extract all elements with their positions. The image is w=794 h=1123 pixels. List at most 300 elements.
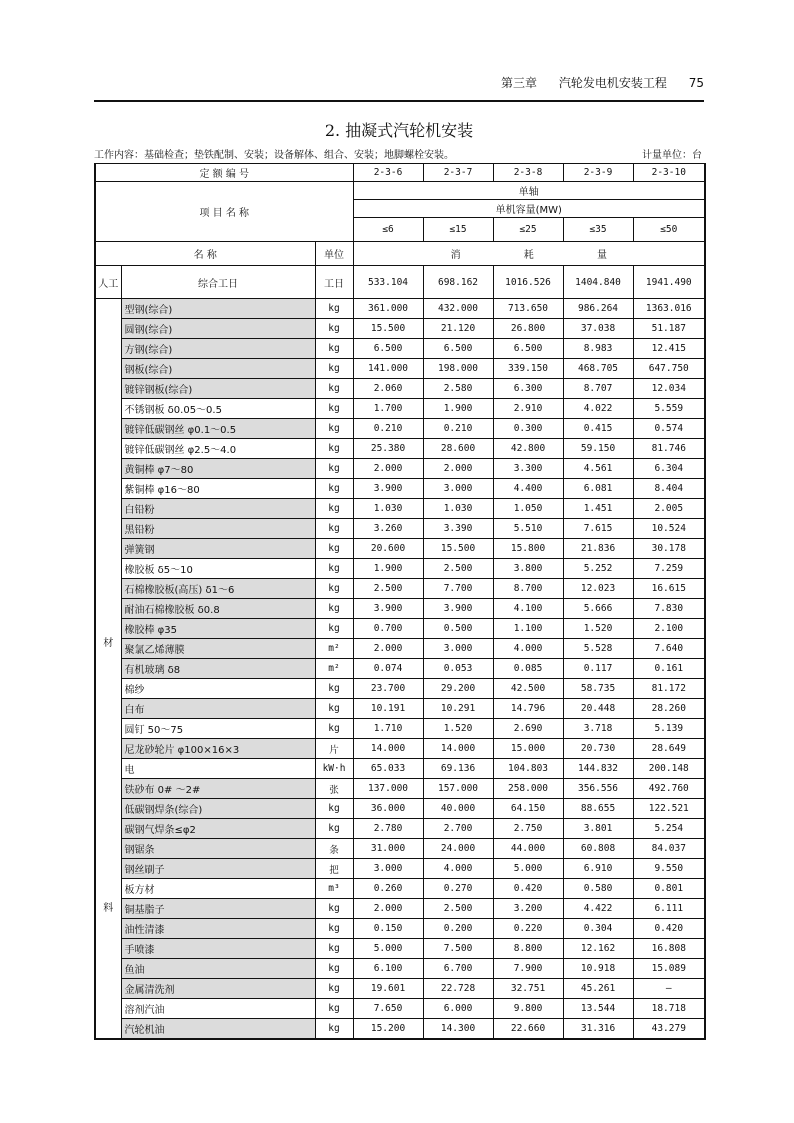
material-value: 40.000 [423, 799, 493, 819]
material-value: 23.700 [353, 679, 423, 699]
material-value: 15.500 [423, 539, 493, 559]
material-unit: kg [315, 999, 353, 1019]
material-row [95, 499, 705, 519]
material-value: 10.524 [633, 519, 705, 539]
material-value: 0.053 [423, 659, 493, 679]
material-value: 2.060 [353, 379, 423, 399]
material-value: 20.730 [563, 739, 633, 759]
material-value: 1.030 [353, 499, 423, 519]
material-row [95, 579, 705, 599]
material-value: 28.600 [423, 439, 493, 459]
labor-value: 1941.490 [633, 266, 705, 299]
material-value: 104.803 [493, 759, 563, 779]
consume-header [353, 242, 705, 266]
material-value: 24.000 [423, 839, 493, 859]
capacity-cell: ≤6 [353, 218, 423, 242]
capacity-cell: ≤35 [563, 218, 633, 242]
material-value: 1.451 [563, 499, 633, 519]
page-number: 75 [688, 76, 704, 90]
material-value: 29.200 [423, 679, 493, 699]
material-value: 15.000 [493, 739, 563, 759]
measure-unit: 计量单位：台 [642, 150, 702, 161]
material-unit: m³ [315, 879, 353, 899]
material-unit: kg [315, 699, 353, 719]
material-value: 42.500 [493, 679, 563, 699]
material-unit: kg [315, 719, 353, 739]
material-name: 橡胶棒 φ35 [121, 619, 315, 639]
material-row [95, 399, 705, 419]
material-value: 5.559 [633, 399, 705, 419]
material-value: 22.728 [423, 979, 493, 999]
material-name: 板方材 [121, 879, 315, 899]
material-value: 7.500 [423, 939, 493, 959]
material-value: 0.220 [493, 919, 563, 939]
material-name: 碳钢气焊条≤φ2 [121, 819, 315, 839]
material-unit: kg [315, 939, 353, 959]
material-value: 0.700 [353, 619, 423, 639]
material-value: 5.252 [563, 559, 633, 579]
group-label: 单轴 [353, 182, 705, 200]
material-value: 28.649 [633, 739, 705, 759]
material-value: 4.400 [493, 479, 563, 499]
material-name: 手喷漆 [121, 939, 315, 959]
material-value: 6.081 [563, 479, 633, 499]
consume-char: 耗 [523, 250, 534, 261]
material-value: 14.796 [493, 699, 563, 719]
material-unit: 张 [315, 779, 353, 799]
material-value: 200.148 [633, 759, 705, 779]
material-value: 2.100 [633, 619, 705, 639]
material-value: 141.000 [353, 359, 423, 379]
material-unit: kg [315, 419, 353, 439]
material-row [95, 899, 705, 919]
material-value: 16.615 [633, 579, 705, 599]
material-value: 58.735 [563, 679, 633, 699]
material-unit: kg [315, 799, 353, 819]
material-unit: kg [315, 539, 353, 559]
material-value: 2.500 [423, 899, 493, 919]
material-value: 21.120 [423, 319, 493, 339]
material-value: 2.000 [353, 899, 423, 919]
work-content: 工作内容：基础检查；垫铁配制、安装；设备解体、组合、安装；地脚螺栓安装。 [94, 150, 454, 161]
material-name: 铁砂布 0# ～2# [121, 779, 315, 799]
material-unit: kg [315, 379, 353, 399]
material-value: 339.150 [493, 359, 563, 379]
material-value: 37.038 [563, 319, 633, 339]
material-value: 0.150 [353, 919, 423, 939]
material-category-char: 材 [103, 637, 114, 649]
material-value: 4.022 [563, 399, 633, 419]
material-value: 81.172 [633, 679, 705, 699]
material-unit: kg [315, 319, 353, 339]
material-value: 5.510 [493, 519, 563, 539]
material-name: 钢丝刷子 [121, 859, 315, 879]
material-name: 方钢(综合) [121, 339, 315, 359]
name-header: 名 称 [95, 242, 315, 266]
code-cell: 2-3-8 [493, 164, 563, 182]
material-value: 8.700 [493, 579, 563, 599]
material-value: 12.415 [633, 339, 705, 359]
material-value: 6.111 [633, 899, 705, 919]
material-name: 棉纱 [121, 679, 315, 699]
material-row [95, 619, 705, 639]
material-value: 1.030 [423, 499, 493, 519]
material-value: 157.000 [423, 779, 493, 799]
material-name: 黑铅粉 [121, 519, 315, 539]
material-row [95, 959, 705, 979]
capacity-cell: ≤25 [493, 218, 563, 242]
material-value: 3.300 [493, 459, 563, 479]
column-header-row [95, 242, 705, 266]
code-cell: 2-3-9 [563, 164, 633, 182]
material-value: 3.000 [423, 639, 493, 659]
material-name: 汽轮机油 [121, 1019, 315, 1040]
material-unit: kg [315, 599, 353, 619]
material-unit: 条 [315, 839, 353, 859]
material-value: 0.200 [423, 919, 493, 939]
material-name: 白铅粉 [121, 499, 315, 519]
material-row [95, 339, 705, 359]
material-value: 0.415 [563, 419, 633, 439]
material-name: 金属清洗剂 [121, 979, 315, 999]
material-value: 9.550 [633, 859, 705, 879]
material-value: 258.000 [493, 779, 563, 799]
labor-category: 人工 [95, 266, 121, 299]
material-value: 26.800 [493, 319, 563, 339]
material-name: 弹簧钢 [121, 539, 315, 559]
material-value: 1363.016 [633, 299, 705, 319]
material-value: 69.136 [423, 759, 493, 779]
material-value: 361.000 [353, 299, 423, 319]
material-value: 5.666 [563, 599, 633, 619]
capacity-cell: ≤50 [633, 218, 705, 242]
material-name: 有机玻璃 δ8 [121, 659, 315, 679]
material-unit: kg [315, 459, 353, 479]
material-row [95, 659, 705, 679]
material-unit: kg [315, 299, 353, 319]
material-value: 4.000 [493, 639, 563, 659]
material-value: 198.000 [423, 359, 493, 379]
material-name: 镀锌钢板(综合) [121, 379, 315, 399]
material-value: 42.800 [493, 439, 563, 459]
consume-char: 量 [596, 250, 607, 261]
material-value: 1.520 [563, 619, 633, 639]
material-row [95, 979, 705, 999]
material-value: 0.300 [493, 419, 563, 439]
material-value: 60.808 [563, 839, 633, 859]
material-value: 10.291 [423, 699, 493, 719]
material-name: 镀锌低碳钢丝 φ2.5～4.0 [121, 439, 315, 459]
unit-header: 单位 [315, 242, 353, 266]
material-name: 电 [121, 759, 315, 779]
material-value: 3.000 [423, 479, 493, 499]
material-name: 鱼油 [121, 959, 315, 979]
material-unit: kW·h [315, 759, 353, 779]
labor-value: 698.162 [423, 266, 493, 299]
material-value: 8.800 [493, 939, 563, 959]
material-value: 31.316 [563, 1019, 633, 1040]
material-value: 10.918 [563, 959, 633, 979]
material-row [95, 599, 705, 619]
material-value: 43.279 [633, 1019, 705, 1040]
capacity-cell: ≤15 [423, 218, 493, 242]
material-value: 0.210 [353, 419, 423, 439]
material-value: 356.556 [563, 779, 633, 799]
code-cell: 2-3-6 [353, 164, 423, 182]
chapter-label: 第三章 [501, 76, 538, 90]
material-value: 36.000 [353, 799, 423, 819]
material-category [95, 299, 121, 1040]
material-value: 15.200 [353, 1019, 423, 1040]
material-value: 12.023 [563, 579, 633, 599]
material-value: 2.750 [493, 819, 563, 839]
material-value: 16.808 [633, 939, 705, 959]
material-value: 32.751 [493, 979, 563, 999]
code-cell: 2-3-10 [633, 164, 705, 182]
material-name: 油性清漆 [121, 919, 315, 939]
material-value: 8.707 [563, 379, 633, 399]
labor-value: 1016.526 [493, 266, 563, 299]
material-value: 4.422 [563, 899, 633, 919]
material-value: 122.521 [633, 799, 705, 819]
material-name: 圆钉 50～75 [121, 719, 315, 739]
material-value: 65.033 [353, 759, 423, 779]
material-value: 3.000 [353, 859, 423, 879]
capacity-label: 单机容量(MW) [353, 200, 705, 218]
material-value: 21.836 [563, 539, 633, 559]
material-unit: kg [315, 979, 353, 999]
material-value: 2.005 [633, 499, 705, 519]
material-value: 0.074 [353, 659, 423, 679]
material-value: 3.800 [493, 559, 563, 579]
material-unit: kg [315, 579, 353, 599]
group-row [95, 182, 705, 200]
material-name: 圆钢(综合) [121, 319, 315, 339]
material-value: 20.600 [353, 539, 423, 559]
material-unit: m² [315, 659, 353, 679]
material-row [95, 539, 705, 559]
material-unit: kg [315, 439, 353, 459]
material-value: 0.420 [493, 879, 563, 899]
material-value: 468.705 [563, 359, 633, 379]
material-value: 7.259 [633, 559, 705, 579]
material-name: 型钢(综合) [121, 299, 315, 319]
material-value: 0.420 [633, 919, 705, 939]
material-value: 12.034 [633, 379, 705, 399]
material-value: 45.261 [563, 979, 633, 999]
material-value: 64.150 [493, 799, 563, 819]
material-value: 15.500 [353, 319, 423, 339]
material-row [95, 679, 705, 699]
material-value: 5.139 [633, 719, 705, 739]
material-name: 耐油石棉橡胶板 δ0.8 [121, 599, 315, 619]
material-value: 84.037 [633, 839, 705, 859]
material-value: 1.710 [353, 719, 423, 739]
material-row [95, 519, 705, 539]
material-value: 713.650 [493, 299, 563, 319]
labor-value: 1404.840 [563, 266, 633, 299]
material-unit: kg [315, 339, 353, 359]
material-row [95, 759, 705, 779]
material-value: 5.000 [493, 859, 563, 879]
item-label: 项 目 名 称 [95, 182, 353, 242]
material-value: 15.800 [493, 539, 563, 559]
material-name: 钢板(综合) [121, 359, 315, 379]
material-row [95, 559, 705, 579]
material-name: 低碳钢焊条(综合) [121, 799, 315, 819]
material-value: 2.000 [353, 459, 423, 479]
material-value: 6.910 [563, 859, 633, 879]
material-name: 橡胶板 δ5～10 [121, 559, 315, 579]
material-value: 15.089 [633, 959, 705, 979]
quota-table [94, 163, 706, 1040]
material-value: 10.191 [353, 699, 423, 719]
material-unit: kg [315, 519, 353, 539]
material-value: 6.700 [423, 959, 493, 979]
material-unit: kg [315, 679, 353, 699]
material-value: 0.210 [423, 419, 493, 439]
material-value: 7.615 [563, 519, 633, 539]
material-value: 3.900 [353, 599, 423, 619]
material-row [95, 819, 705, 839]
material-row [95, 459, 705, 479]
material-row [95, 359, 705, 379]
material-value: 13.544 [563, 999, 633, 1019]
material-value: 6.500 [423, 339, 493, 359]
material-unit: 把 [315, 859, 353, 879]
material-value: 88.655 [563, 799, 633, 819]
material-value: 14.000 [423, 739, 493, 759]
material-name: 石棉橡胶板(高压) δ1～6 [121, 579, 315, 599]
material-value: 6.500 [353, 339, 423, 359]
material-row [95, 879, 705, 899]
material-value: 1.700 [353, 399, 423, 419]
material-value: 28.260 [633, 699, 705, 719]
material-value: 7.650 [353, 999, 423, 1019]
code-cell: 2-3-7 [423, 164, 493, 182]
material-value: 0.801 [633, 879, 705, 899]
material-unit: kg [315, 399, 353, 419]
page-title: 2. 抽凝式汽轮机安装 [324, 121, 474, 140]
material-row [95, 299, 705, 319]
running-header [94, 74, 704, 92]
material-value: 3.801 [563, 819, 633, 839]
material-unit: kg [315, 899, 353, 919]
material-value: 4.100 [493, 599, 563, 619]
material-value: 1.900 [423, 399, 493, 419]
material-name: 聚氯乙烯薄膜 [121, 639, 315, 659]
material-row [95, 719, 705, 739]
material-name: 白布 [121, 699, 315, 719]
material-value: 2.690 [493, 719, 563, 739]
material-value: 31.000 [353, 839, 423, 859]
material-name: 溶剂汽油 [121, 999, 315, 1019]
material-row [95, 859, 705, 879]
material-value: 492.760 [633, 779, 705, 799]
material-name: 尼龙砂轮片 φ100×16×3 [121, 739, 315, 759]
material-unit: kg [315, 919, 353, 939]
material-value: 7.830 [633, 599, 705, 619]
material-name: 紫铜棒 φ16～80 [121, 479, 315, 499]
material-unit: kg [315, 359, 353, 379]
material-value: 5.254 [633, 819, 705, 839]
material-unit: kg [315, 479, 353, 499]
code-label: 定 额 编 号 [95, 164, 353, 182]
consume-char: 消 [450, 250, 461, 261]
material-value: 51.187 [633, 319, 705, 339]
material-name: 钢锯条 [121, 839, 315, 859]
code-row [95, 164, 705, 182]
header-rule [94, 100, 704, 102]
material-value: 6.300 [493, 379, 563, 399]
material-value: 5.000 [353, 939, 423, 959]
material-value: 4.000 [423, 859, 493, 879]
labor-unit: 工日 [315, 266, 353, 299]
material-unit: kg [315, 499, 353, 519]
material-value: 44.000 [493, 839, 563, 859]
material-value: 0.260 [353, 879, 423, 899]
material-row [95, 319, 705, 339]
material-value: 432.000 [423, 299, 493, 319]
material-value: 3.900 [353, 479, 423, 499]
material-value: 4.561 [563, 459, 633, 479]
material-value: 2.500 [423, 559, 493, 579]
material-row [95, 739, 705, 759]
material-unit: 片 [315, 739, 353, 759]
material-row [95, 1019, 705, 1040]
material-value: 7.640 [633, 639, 705, 659]
material-value: 25.380 [353, 439, 423, 459]
material-category-char: 料 [103, 902, 114, 914]
labor-name: 综合工日 [121, 266, 315, 299]
material-row [95, 779, 705, 799]
material-value: 986.264 [563, 299, 633, 319]
material-value: 1.900 [353, 559, 423, 579]
section-label: 汽轮发电机安装工程 [558, 76, 667, 90]
material-name: 不锈钢板 δ0.05～0.5 [121, 399, 315, 419]
material-row [95, 919, 705, 939]
material-value: 2.000 [423, 459, 493, 479]
material-value: 81.746 [633, 439, 705, 459]
material-value: 8.404 [633, 479, 705, 499]
material-unit: kg [315, 1019, 353, 1040]
material-value: 0.161 [633, 659, 705, 679]
material-row [95, 479, 705, 499]
material-row [95, 419, 705, 439]
labor-row [95, 266, 705, 299]
material-value: 1.520 [423, 719, 493, 739]
material-row [95, 999, 705, 1019]
material-value: 2.500 [353, 579, 423, 599]
material-value: 59.150 [563, 439, 633, 459]
material-row [95, 699, 705, 719]
material-value: 14.300 [423, 1019, 493, 1040]
material-value: 0.117 [563, 659, 633, 679]
material-unit: kg [315, 559, 353, 579]
material-row [95, 379, 705, 399]
material-value: 5.528 [563, 639, 633, 659]
material-value: 19.601 [353, 979, 423, 999]
material-value: 6.500 [493, 339, 563, 359]
material-name: 铜基脂子 [121, 899, 315, 919]
material-value: 2.780 [353, 819, 423, 839]
material-value: 1.100 [493, 619, 563, 639]
material-row [95, 939, 705, 959]
material-value: 137.000 [353, 779, 423, 799]
material-unit: kg [315, 959, 353, 979]
material-value: 3.200 [493, 899, 563, 919]
material-value: 2.000 [353, 639, 423, 659]
